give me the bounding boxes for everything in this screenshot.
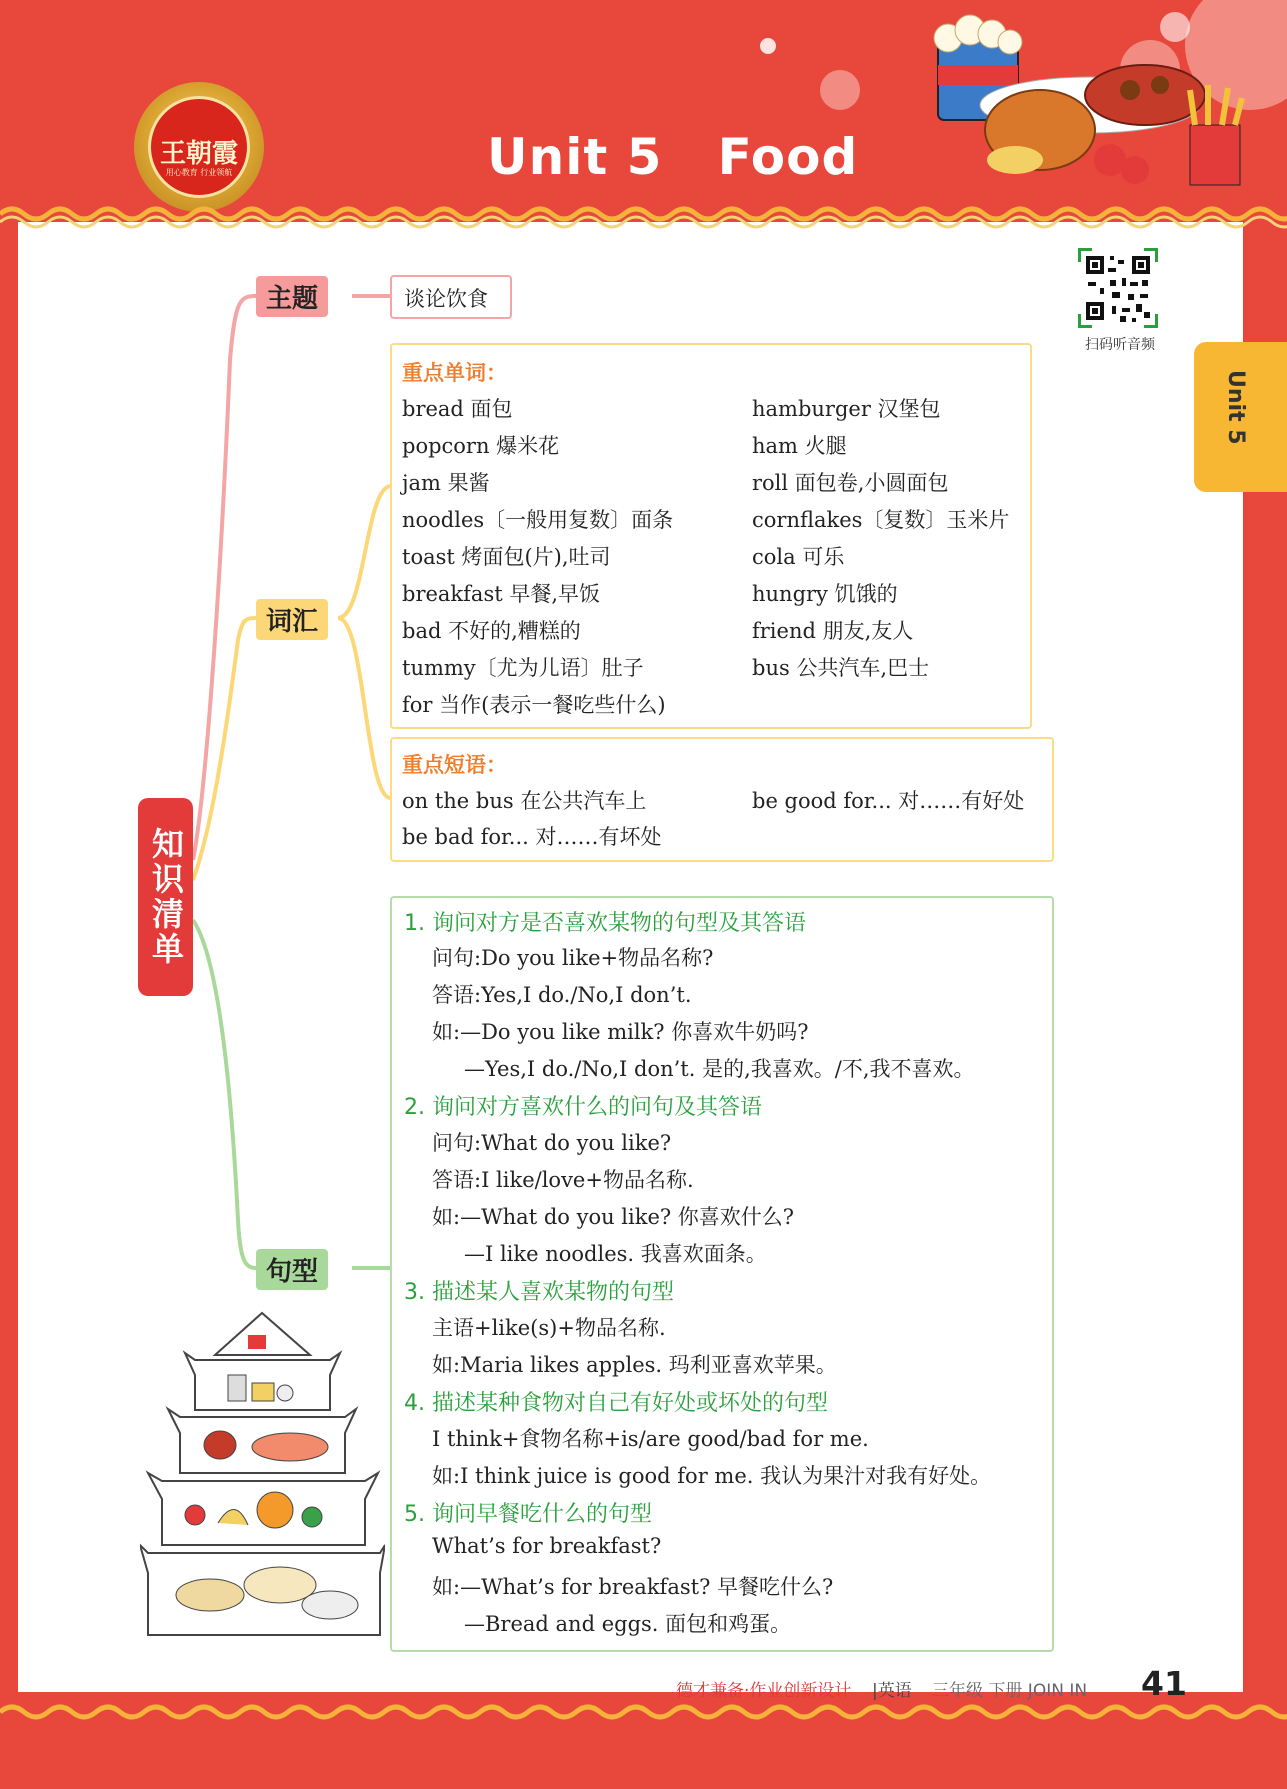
phrase-item: be good for... 对……有好处 — [752, 789, 1025, 813]
logo-slogan: 用心教育 行业领航 — [165, 168, 233, 177]
topic-label: Food — [717, 128, 859, 186]
pattern-line: 答语:Yes,I do./No,I don’t. — [432, 983, 692, 1007]
key-phrases-box — [390, 737, 1054, 862]
word-item: for 当作(表示一餐吃些什么) — [402, 693, 666, 717]
word-item: bad 不好的,糟糕的 — [402, 619, 581, 643]
pattern-line: 主语+like(s)+物品名称. — [432, 1316, 666, 1340]
logo-name: 王朝霞 — [159, 139, 238, 169]
word-item: popcorn 爆米花 — [402, 434, 560, 458]
footer-grade: 三年级 下册 JOIN IN — [932, 1681, 1088, 1701]
pattern-heading: 4. 描述某种食物对自己有好处或坏处的句型 — [404, 1391, 828, 1416]
word-item: hungry 饥饿的 — [752, 582, 898, 606]
pattern-line: 如:—Do you like milk? 你喜欢牛奶吗? — [432, 1020, 809, 1044]
pattern-heading: 5. 询问早餐吃什么的句型 — [404, 1502, 652, 1527]
unit-label: Unit 5 — [487, 128, 663, 186]
footer-series: 德才兼备·作业创新设计 — [676, 1681, 852, 1701]
pattern-line: 答语:I like/love+物品名称. — [432, 1168, 694, 1192]
word-item: hamburger 汉堡包 — [752, 397, 941, 421]
food-pyramid-illustration — [140, 1305, 385, 1660]
pattern-line: 如:—What do you like? 你喜欢什么? — [432, 1205, 795, 1229]
pattern-line: 如:Maria likes apples. 玛利亚喜欢苹果。 — [432, 1353, 837, 1377]
word-item: bread 面包 — [402, 397, 513, 421]
phrase-item: be bad for... 对……有坏处 — [402, 825, 662, 849]
word-item: bus 公共汽车,巴士 — [752, 656, 930, 680]
pattern-heading: 3. 描述某人喜欢某物的句型 — [404, 1280, 674, 1305]
word-item: friend 朋友,友人 — [752, 619, 914, 643]
pattern-line: —Yes,I do./No,I don’t. 是的,我喜欢。/不,我不喜欢。 — [464, 1057, 975, 1081]
sentence-patterns-box — [390, 896, 1054, 1652]
footer-subject: |英语 — [872, 1681, 912, 1701]
qr-label: 扫码听音频 — [1085, 337, 1155, 353]
word-item: tummy〔尤为儿语〕肚子 — [402, 656, 644, 680]
word-item: jam 果酱 — [402, 471, 490, 495]
phrase-item: on the bus 在公共汽车上 — [402, 789, 647, 813]
pattern-line: —I like noodles. 我喜欢面条。 — [464, 1242, 767, 1266]
page-number: 41 — [1141, 1664, 1187, 1703]
word-item: ham 火腿 — [752, 434, 847, 458]
pattern-heading: 1. 询问对方是否喜欢某物的句型及其答语 — [404, 911, 806, 936]
pattern-line: —Bread and eggs. 面包和鸡蛋。 — [464, 1612, 792, 1636]
key-phrases-heading: 重点短语： — [402, 753, 507, 777]
word-item: noodles〔一般用复数〕面条 — [402, 508, 674, 532]
key-words-heading: 重点单词： — [402, 361, 507, 385]
word-item: toast 烤面包(片),吐司 — [402, 545, 611, 569]
word-item: breakfast 早餐,早饭 — [402, 582, 601, 606]
pattern-line: What’s for breakfast? — [432, 1534, 662, 1558]
pattern-line: I think+食物名称+is/are good/bad for me. — [432, 1427, 869, 1451]
unit-side-tab-label: Unit 5 — [1223, 370, 1248, 445]
word-item: roll 面包卷,小圆面包 — [752, 471, 949, 495]
theme-box: 谈论饮食 — [390, 275, 512, 319]
node-theme: 主题 — [256, 276, 328, 317]
node-sentences: 句型 — [256, 1249, 328, 1290]
pattern-line: 如:—What’s for breakfast? 早餐吃什么? — [432, 1575, 834, 1599]
node-vocab: 词汇 — [256, 599, 328, 640]
pattern-heading: 2. 询问对方喜欢什么的问句及其答语 — [404, 1095, 762, 1120]
word-item: cola 可乐 — [752, 545, 845, 569]
key-words-box — [390, 343, 1032, 729]
mindmap-root: 知识清单 — [138, 798, 193, 996]
word-item: cornflakes〔复数〕玉米片 — [752, 508, 1010, 532]
pattern-line: 如:I think juice is good for me. 我认为果汁对我有好处。 — [432, 1464, 992, 1488]
pattern-line: 问句:What do you like? — [432, 1131, 672, 1155]
pattern-line: 问句:Do you like+物品名称? — [432, 946, 714, 970]
